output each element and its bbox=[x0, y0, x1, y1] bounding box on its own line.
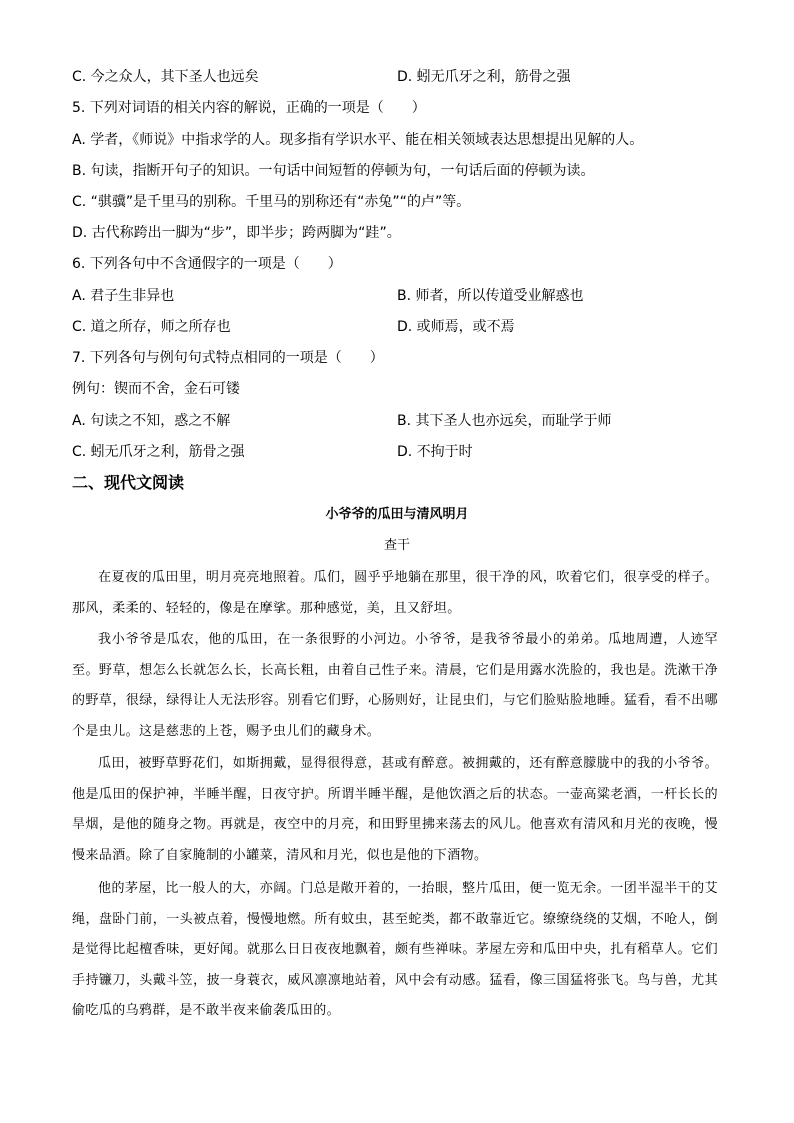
q5-stem: 5. 下列对词语的相关内容的解说，正确的一项是（ ） bbox=[72, 100, 426, 116]
article-paragraph-2: 我小爷爷是瓜农，他的瓜田，在一条很野的小河边。小爷爷，是我爷爷最小的弟弟。瓜地周遭，人迹罕至。野草，想怎么长就怎么长，长高长粗，由着自己性子来。清晨，它们是用露水洗脸的，我也是。洗漱干净的野草，很绿，绿得让人无法形容。别看它们野，心肠则好，让昆虫们，与它们脸贴脸地睡。猛看，看不出哪个是虫儿。这是慈悲的上苍，赐予虫儿们的藏身术。 bbox=[72, 632, 718, 739]
q6-stem: 6. 下列各句中不含通假字的一项是（ ） bbox=[72, 256, 342, 272]
q6-option-a: A. 君子生非异也 bbox=[72, 288, 175, 304]
article-title: 小爷爷的瓜田与清风明月 bbox=[325, 507, 469, 522]
q6-option-d: D. 或师焉，或不焉 bbox=[397, 319, 515, 335]
q5-option-d: D. 古代称跨出一脚为“步”，即半步；跨两脚为“跬”。 bbox=[72, 225, 401, 241]
q7-option-b: B. 其下圣人也亦远矣，而耻学于师 bbox=[397, 413, 612, 429]
section-heading: 二、现代文阅读 bbox=[72, 473, 185, 492]
q7-option-d: D. 不拘于时 bbox=[397, 444, 473, 460]
article-author: 查干 bbox=[383, 538, 410, 553]
q4-option-c: C. 今之众人，其下圣人也远矣 bbox=[72, 69, 259, 85]
q5-option-c: C. “骐骥”是千里马的别称。千里马的别称还有“赤兔”“的卢”等。 bbox=[72, 194, 471, 210]
article-paragraph-1: 在夏夜的瓜田里，明月亮亮地照着。瓜们，圆乎乎地躺在那里，很干净的风，吹着它们，很享受的样子。那风，柔柔的、轻轻的，像是在摩挲。那种感觉，美，且又舒坦。 bbox=[72, 570, 718, 616]
q7-option-a: A. 句读之不知，惑之不解 bbox=[72, 413, 231, 429]
q5-option-b: B. 句读，指断开句子的知识。一句话中间短暂的停顿为句，一句话后面的停顿为读。 bbox=[72, 163, 595, 179]
q7-option-c: C. 蚓无爪牙之利，筋骨之强 bbox=[72, 444, 245, 460]
q6-option-b: B. 师者，所以传道受业解惑也 bbox=[397, 288, 584, 304]
q5-option-a: A. 学者，《师说》中指求学的人。现多指有学识水平、能在相关领域表达思想提出见解的人。 bbox=[72, 132, 644, 148]
q7-stem: 7. 下列各句与例句句式特点相同的一项是（ ） bbox=[72, 350, 384, 366]
q7-example: 例句：锲而不舍，金石可镂 bbox=[72, 381, 240, 397]
article-paragraph-4: 他的茅屋，比一般人的大，亦阔。门总是敞开着的，一抬眼，整片瓜田，便一览无余。一团半湿半干的艾绳，盘卧门前，一头被点着，慢慢地燃。所有蚊虫，甚至蛇类，都不敢靠近它。缭缭绕绕的艾烟，不呛人，倒是觉得比起檀香味，更好闻。就那么日日夜夜地飘着，颇有些禅味。茅屋左旁和瓜田中央，扎有稻草人。它们手持镰刀，头戴斗笠，披一身蓑衣，威风凛凛地站着，风中会有动感。猛看，像三国猛将张飞。鸟与兽，尤其偷吃瓜的乌鸦群，是不敢半夜来偷袭瓜田的。 bbox=[72, 881, 718, 1018]
article-paragraph-3: 瓜田，被野草野花们，如斯拥戴，显得很得意，甚或有醉意。被拥戴的，还有醉意朦胧中的我的小爷爷。他是瓜田的保护神，半睡半醒，日夜守护。所谓半睡半醒，是他饮酒之后的状态。一壶高粱老酒，一杆长长的旱烟，是他的随身之物。再就是，夜空中的月亮，和田野里拂来荡去的风儿。他喜欢有清风和月光的夜晚，慢慢来品酒。除了自家腌制的小罐菜，清风和月光，似也是他的下酒物。 bbox=[72, 756, 718, 863]
q6-option-c: C. 道之所存，师之所存也 bbox=[72, 319, 231, 335]
q4-option-d: D. 蚓无爪牙之利，筋骨之强 bbox=[397, 69, 571, 85]
